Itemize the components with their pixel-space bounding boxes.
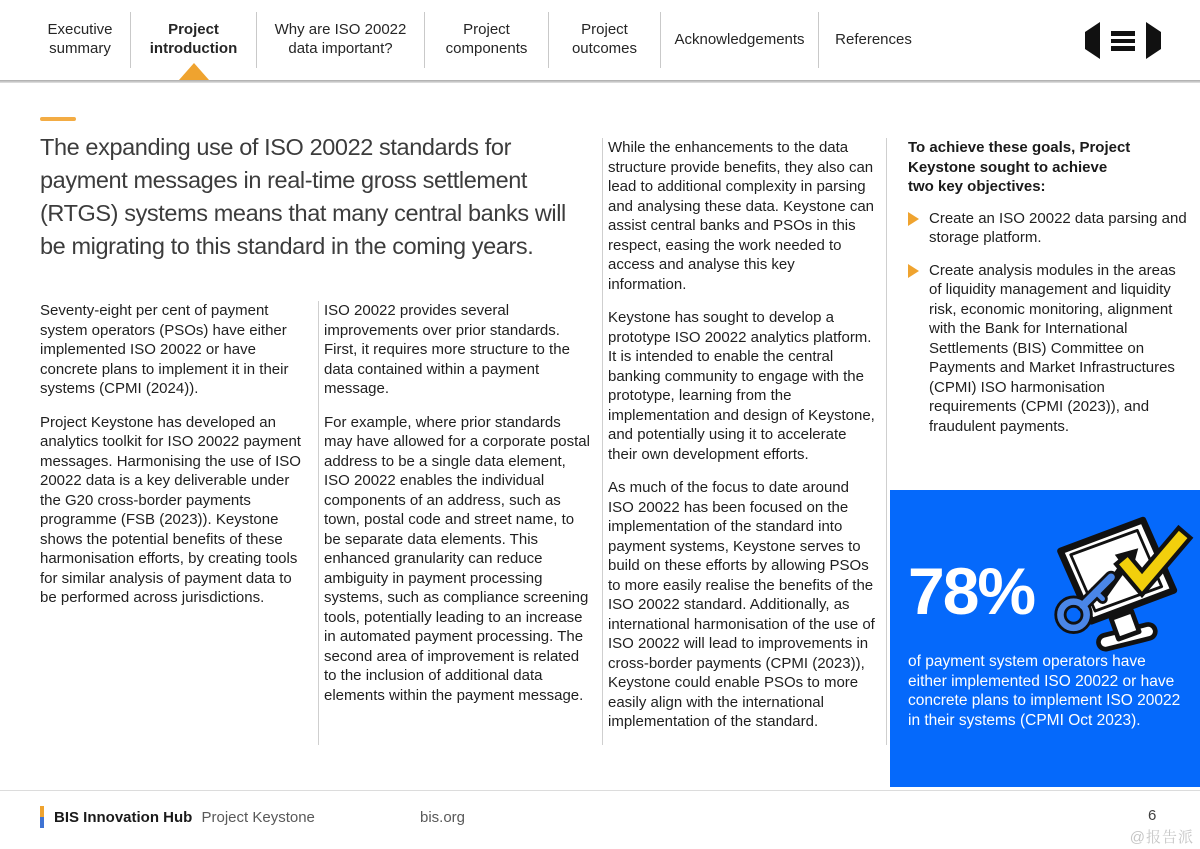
stat-caption: of payment system operators have either implemented ISO 20022 or have concrete plans to implement ISO 20022 in their systems (CPMI Oct 2023). (908, 653, 1181, 729)
footer-site: bis.org (420, 809, 466, 826)
objectives-heading: To achieve these goals, Project Keystone sought to achieve two key objectives: (908, 139, 1131, 195)
tab-executive-summary[interactable]: Executive summary (47, 21, 113, 57)
page-title (40, 131, 566, 263)
page-title-line: payment messages in real-time gross settlement (40, 167, 528, 193)
heading-accent-dash (40, 117, 76, 121)
menu-button[interactable] (1111, 31, 1135, 51)
tab-project-outcomes[interactable]: Project outcomes (548, 12, 660, 68)
nav-tabs (30, 12, 928, 68)
bis-brand-bar-icon (40, 806, 44, 828)
body-paragraph: For example, where prior standards may have allowed for a corporate postal address to be a single data element, ISO 20022 enables the individual components of an address, such as town, postal code and street name, to be separate data elements. This enhanced granularity can reduce ambiguity in payment processing systems, such as compliance screening tools, potentially leading to an increase in automated payment processing. The second area of improvement is related to the inclusion of additional data elements within the payment message. (324, 413, 590, 704)
stat-value: 78% (908, 554, 1035, 628)
top-nav (0, 0, 1200, 80)
previous-page-button[interactable] (1085, 32, 1100, 50)
monitor-key-check-icon (1028, 506, 1196, 656)
watermark: @报告派 (1129, 829, 1194, 846)
footer (0, 790, 1200, 849)
next-arrow-icon (1146, 22, 1161, 59)
menu-icon (1111, 31, 1135, 51)
list-item-text: Create analysis modules in the areas of liquidity management and liquidity risk, economic monitoring, alignment with the Bank for International Settlements (BIS) Committee on Payments and Market Infrastructures (CPMI) ISO harmonisation requirements (CPMI (2023)), and fraudulent payments. (929, 261, 1176, 435)
bullet-triangle-icon (908, 212, 919, 226)
page-title-line: The expanding use of ISO 20022 standards for (40, 134, 512, 160)
objectives-panel (908, 138, 1190, 449)
page-title-line: (RTGS) systems means that many central banks will (40, 200, 566, 226)
tab-why-iso20022-data-important[interactable]: Why are ISO 20022 data important? (256, 12, 424, 68)
tab-project-components[interactable]: Project components (424, 12, 548, 68)
body-paragraph: Seventy-eight per cent of payment system operators (PSOs) have either implemented ISO 20022 or have concrete plans to implement it in their systems (CPMI (2024)). (40, 302, 289, 397)
list-item (908, 209, 1190, 248)
footer-brand-bold: BIS Innovation Hub (54, 809, 193, 826)
body-paragraph: While the enhancements to the data structure provide benefits, they also can lead to additional complexity in parsing and analysing these data. Keystone can assist central banks and PSOs in this respect, easing the work needed to access and analyse this key information. (608, 139, 875, 293)
bullet-triangle-icon (908, 264, 919, 278)
column-1 (40, 301, 306, 622)
list-item (908, 261, 1190, 437)
next-page-button[interactable] (1146, 32, 1161, 50)
tab-project-introduction[interactable] (130, 12, 256, 68)
list-item-text: Create an ISO 20022 data parsing and storage platform. (929, 209, 1187, 246)
page-title-line: be migrating to this standard in the coming years. (40, 233, 534, 259)
header-divider (0, 80, 1200, 83)
body-paragraph: ISO 20022 provides several improvements over prior standards. First, it requires more structure to the data contained within a payment message. (324, 302, 570, 397)
nav-controls (1085, 31, 1161, 51)
tab-acknowledgements[interactable]: Acknowledgements (660, 12, 818, 68)
active-tab-indicator-icon (179, 63, 209, 80)
column-divider (886, 138, 887, 745)
previous-arrow-icon (1085, 22, 1100, 59)
stat-callout (890, 490, 1200, 787)
footer-project-name: Project Keystone (201, 809, 315, 826)
column-divider (318, 301, 319, 745)
page-number: 6 (1148, 807, 1157, 824)
body-paragraph: As much of the focus to date around ISO 20022 has been focused on the implementation of the standard into payment systems, Keystone serves to build on these efforts by allowing PSOs to more easily realise the benefits of the ISO 20022 standard. Additionally, as international harmonisation of the use of ISO 20022 will lead to improvements in cross-border payments (CPMI (2023)), Keystone could enable PSOs to more easily align with the international implementation of the standard. (608, 479, 875, 730)
column-3 (608, 138, 876, 746)
tab-references[interactable]: References (818, 12, 928, 68)
body-paragraph: Keystone has sought to develop a prototype ISO 20022 analytics platform. It is intended to enable the central banking community to engage with the prototype, learning from the implementation and design of Keystone, and potentially using it to accelerate their own development efforts. (608, 309, 875, 463)
body-paragraph: Project Keystone has developed an analytics toolkit for ISO 20022 payment messages. Harmonising the use of ISO 20022 data is a key deliverable under the G20 cross-border payments programme (FSB (2023)). Keystone shows the potential benefits of these harmonisation efforts, by creating tools for similar analysis of payment data to be performed across jurisdictions. (40, 413, 301, 606)
footer-brand (54, 809, 315, 826)
column-2 (324, 301, 590, 719)
column-divider (602, 138, 603, 745)
tab-label: Project introduction (149, 21, 238, 57)
